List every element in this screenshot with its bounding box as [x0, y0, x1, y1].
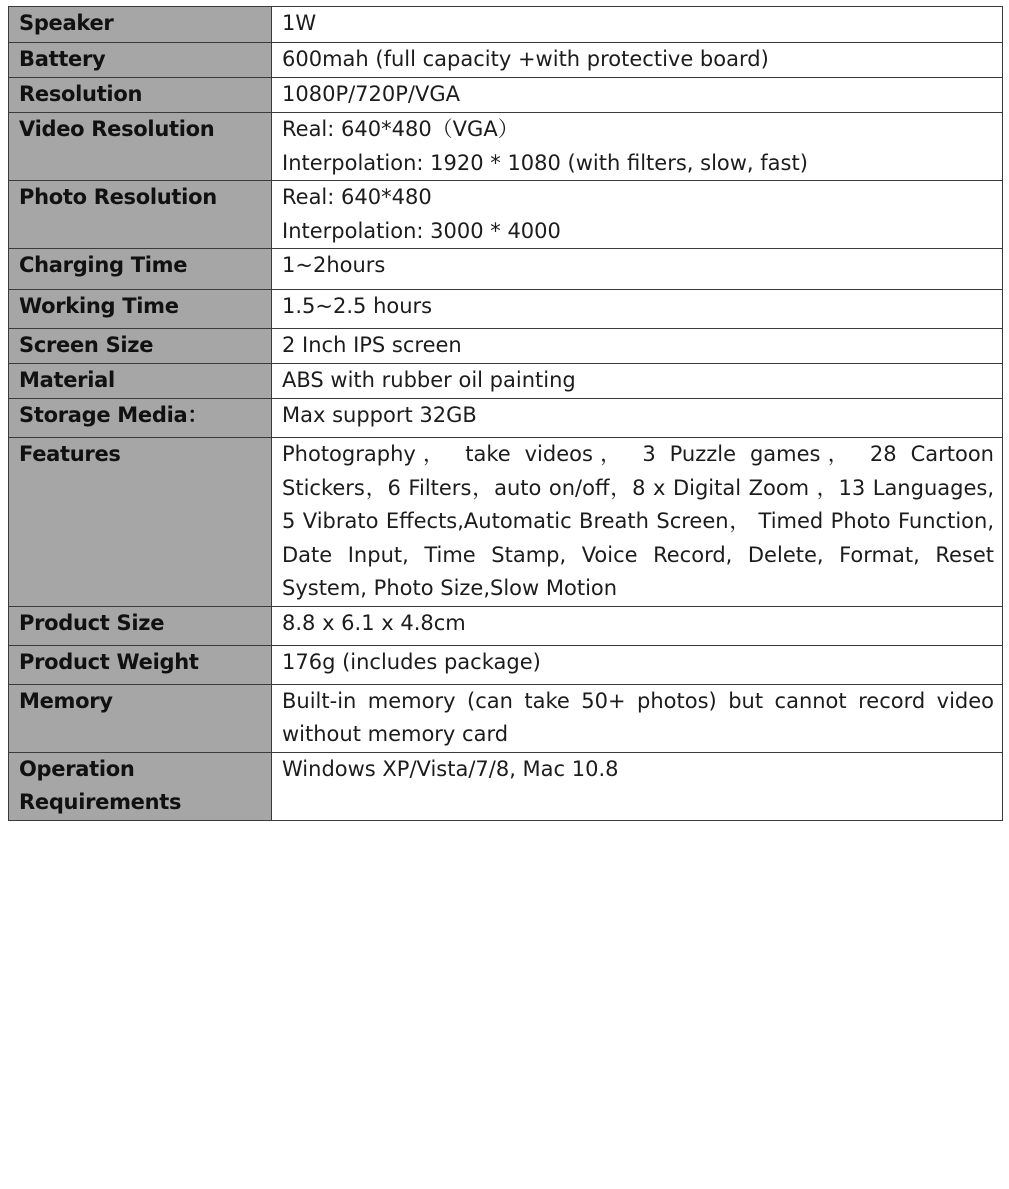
value-line: Interpolation: 1920 * 1080 (with filters, slow, fast) — [282, 150, 808, 175]
row-label: Video Resolution — [9, 113, 272, 181]
table-row-material — [9, 364, 1003, 399]
table-row-resolution — [9, 78, 1003, 113]
row-value — [272, 399, 1003, 438]
row-label: Product Size — [9, 606, 272, 645]
row-value — [272, 43, 1003, 78]
value-line: Real: 640*480（VGA） — [282, 117, 519, 141]
row-label: Speaker — [9, 7, 272, 43]
value-line: 1~2hours — [282, 253, 386, 277]
row-value — [272, 329, 1003, 364]
value-line: 8.8 x 6.1 x 4.8cm — [282, 610, 466, 635]
value-line: 1.5~2.5 hours — [282, 294, 433, 318]
row-label: Features — [9, 438, 272, 607]
row-value — [272, 606, 1003, 645]
row-label: Battery — [9, 43, 272, 78]
value-line: ABS with rubber oil painting — [282, 368, 576, 392]
row-value — [272, 78, 1003, 113]
row-value: Built-in memory (can take 50+ photos) but cannot record video without memory card — [272, 684, 1003, 752]
row-label: Product Weight — [9, 645, 272, 684]
row-value: Photography， take videos， 3 Puzzle games， 28 Cartoon Stickers，6 Filters，auto on/off，8 x Digital Zoom ，13 Languages, 5 Vibrato Effects,Automatic Breath Screen， Timed Photo Function, Date Input, Time Stamp, Voice Record, Delete, Format, Reset System, Photo Size,Slow Motion — [272, 438, 1003, 607]
row-label: Resolution — [9, 78, 272, 113]
row-value — [272, 113, 1003, 181]
table-row-working-time — [9, 290, 1003, 329]
value-line: 2 Inch IPS screen — [282, 333, 462, 357]
row-label: Charging Time — [9, 249, 272, 290]
value-line: 176g (includes package) — [282, 649, 541, 674]
value-line: 1W — [282, 11, 317, 35]
table-row-screen-size — [9, 329, 1003, 364]
row-label: Storage Media： — [9, 399, 272, 438]
table-row-storage-media — [9, 399, 1003, 438]
row-label: Working Time — [9, 290, 272, 329]
row-label: Photo Resolution — [9, 181, 272, 249]
table-row-memory — [9, 684, 1003, 752]
value-line: 1080P/720P/VGA — [282, 82, 461, 106]
value-line: Windows XP/Vista/7/8, Mac 10.8 — [282, 756, 619, 781]
table-row-operation-requirements — [9, 752, 1003, 820]
row-label: Material — [9, 364, 272, 399]
value-line: Real: 640*480 — [282, 185, 432, 209]
row-value — [272, 290, 1003, 329]
table-row-product-weight — [9, 645, 1003, 684]
row-value — [272, 364, 1003, 399]
table-row-battery — [9, 43, 1003, 78]
row-value — [272, 7, 1003, 43]
spec-table — [8, 6, 1003, 821]
table-row-features — [9, 438, 1003, 607]
row-value — [272, 645, 1003, 684]
table-row-speaker — [9, 7, 1003, 43]
value-line: 600mah (full capacity +with protective board) — [282, 47, 769, 71]
table-row-video-resolution — [9, 113, 1003, 181]
row-label: Operation Requirements — [9, 752, 272, 820]
row-label: Screen Size — [9, 329, 272, 364]
value-line: Interpolation: 3000 * 4000 — [282, 218, 561, 243]
table-row-photo-resolution — [9, 181, 1003, 249]
row-value — [272, 752, 1003, 820]
row-label: Memory — [9, 684, 272, 752]
row-value — [272, 249, 1003, 290]
table-row-product-size — [9, 606, 1003, 645]
row-value — [272, 181, 1003, 249]
table-row-charging-time — [9, 249, 1003, 290]
value-line: Max support 32GB — [282, 403, 477, 427]
